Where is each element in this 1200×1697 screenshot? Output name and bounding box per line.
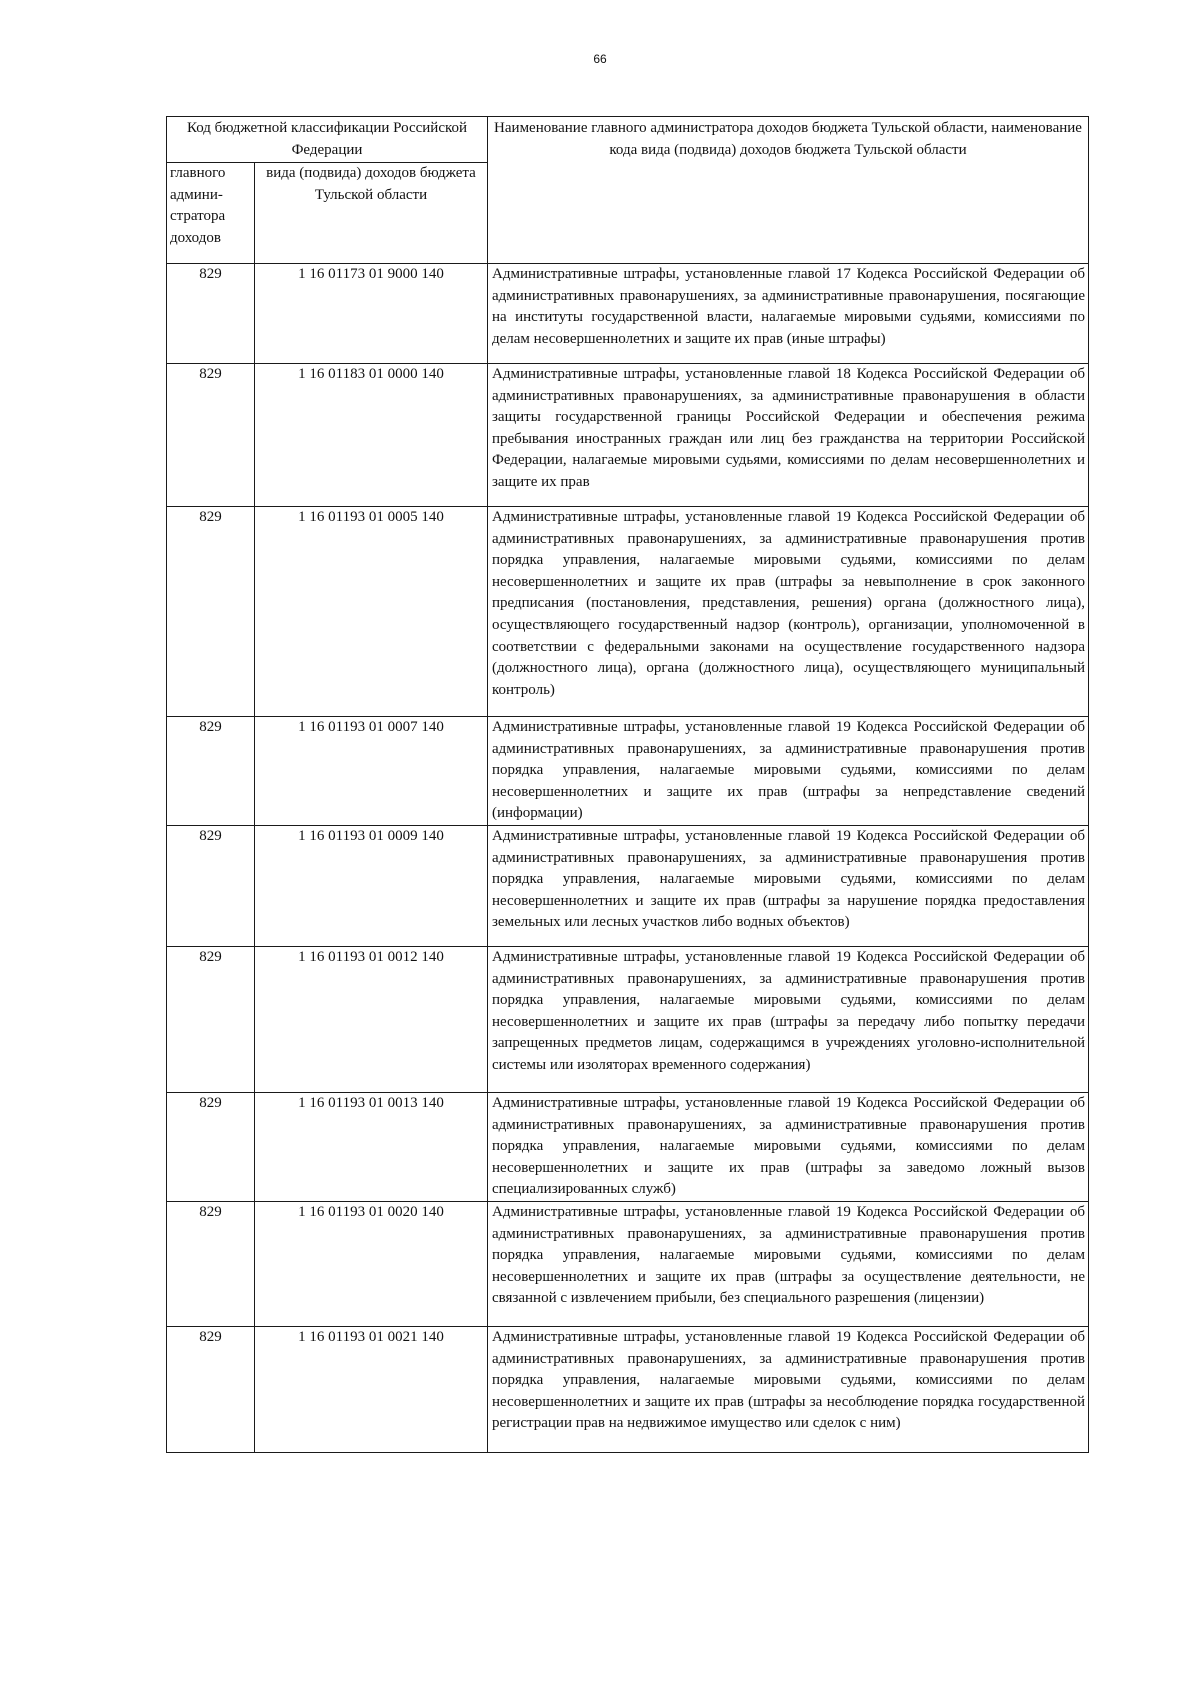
budget-classification-table (166, 116, 1089, 1453)
table-row (167, 364, 1089, 507)
income-code-cell: 1 16 01193 01 0009 140 (255, 825, 488, 946)
income-description-cell: Административные штрафы, установленные главой 19 Кодекса Российской Федерации об административных правонарушениях, за административные правонарушения против порядка управления, налагаемые мировыми судьями, комиссиями по делам несовершеннолетних и защите их прав (штрафы за непредставление сведений (информации) (488, 717, 1089, 826)
admin-code-cell: 829 (167, 1092, 255, 1201)
table-row (167, 717, 1089, 826)
admin-code-cell: 829 (167, 507, 255, 717)
table-row (167, 1092, 1089, 1201)
income-description-cell: Административные штрафы, установленные главой 19 Кодекса Российской Федерации об административных правонарушениях, за административные правонарушения против порядка управления, налагаемые мировыми судьями, комиссиями по делам несовершеннолетних и защите их прав (штрафы за несоблюдение порядка государственной регистрации прав на недвижимое имущество или сделок с ним) (488, 1326, 1089, 1452)
admin-code-cell: 829 (167, 264, 255, 364)
income-description-cell: Административные штрафы, установленные главой 19 Кодекса Российской Федерации об административных правонарушениях, за административные правонарушения против порядка управления, налагаемые мировыми судьями, комиссиями по делам несовершеннолетних и защите их прав (штрафы за нарушение порядка предоставления земельных или лесных участков либо водных объектов) (488, 825, 1089, 946)
page-number: 66 (593, 52, 607, 66)
table-row (167, 1201, 1089, 1326)
header-kbk-title: Код бюджетной классификации Российской Федерации (167, 117, 488, 163)
admin-code-cell: 829 (167, 1326, 255, 1452)
admin-code-cell: 829 (167, 717, 255, 826)
table-row (167, 946, 1089, 1092)
admin-code-cell: 829 (167, 946, 255, 1092)
table-body (167, 264, 1089, 1453)
income-description-cell: Административные штрафы, установленные главой 19 Кодекса Российской Федерации об административных правонарушениях, за административные правонарушения против порядка управления, налагаемые мировыми судьями, комиссиями по делам несовершеннолетних и защите их прав (штрафы за осуществление деятельности, не связанной с извлечением прибыли, без специального разрешения (лицензии) (488, 1201, 1089, 1326)
income-code-cell: 1 16 01193 01 0020 140 (255, 1201, 488, 1326)
table-row (167, 1326, 1089, 1452)
table-row (167, 825, 1089, 946)
income-description-cell: Административные штрафы, установленные главой 19 Кодекса Российской Федерации об административных правонарушениях, за административные правонарушения против порядка управления, налагаемые мировыми судьями, комиссиями по делам несовершеннолетних и защите их прав (штрафы за заведомо ложный вызов специализированных служб) (488, 1092, 1089, 1201)
income-description-cell: Административные штрафы, установленные главой 17 Кодекса Российской Федерации об административных правонарушениях, за административные правонарушения, посягающие на институты государственной власти, налагаемые мировыми судьями, комиссиями по делам несовершеннолетних и защите их прав (иные штрафы) (488, 264, 1089, 364)
header-code-column: вида (подвида) доходов бюджета Тульской области (255, 163, 488, 264)
admin-code-cell: 829 (167, 1201, 255, 1326)
table-row (167, 264, 1089, 364)
header-name-title: Наименование главного администратора доходов бюджета Тульской области, наименование кода вида (подвида) доходов бюджета Тульской области (488, 117, 1089, 264)
income-code-cell: 1 16 01193 01 0013 140 (255, 1092, 488, 1201)
income-code-cell: 1 16 01193 01 0021 140 (255, 1326, 488, 1452)
income-code-cell: 1 16 01173 01 9000 140 (255, 264, 488, 364)
admin-code-cell: 829 (167, 825, 255, 946)
income-description-cell: Административные штрафы, установленные главой 19 Кодекса Российской Федерации об административных правонарушениях, за административные правонарушения против порядка управления, налагаемые мировыми судьями, комиссиями по делам несовершеннолетних и защите их прав (штрафы за передачу либо попытку передачи запрещенных предметов лицам, содержащимся в учреждениях уголовно-исполнительной системы или изоляторах временного содержания) (488, 946, 1089, 1092)
income-code-cell: 1 16 01193 01 0007 140 (255, 717, 488, 826)
header-admin-column: главного админи-стратора доходов (167, 163, 255, 264)
income-description-cell: Административные штрафы, установленные главой 19 Кодекса Российской Федерации об административных правонарушениях, за административные правонарушения против порядка управления, налагаемые мировыми судьями, комиссиями по делам несовершеннолетних и защите их прав (штрафы за невыполнение в срок законного предписания (постановления, представления, решения) органа (должностного лица), осуществляющего государственный надзор (контроль), организации, уполномоченной в соответствии с федеральными законами на осуществление государственного надзора (должностного лица), органа (должностного лица), осуществляющего муниципальный контроль) (488, 507, 1089, 717)
admin-code-cell: 829 (167, 364, 255, 507)
income-code-cell: 1 16 01193 01 0012 140 (255, 946, 488, 1092)
income-code-cell: 1 16 01193 01 0005 140 (255, 507, 488, 717)
income-description-cell: Административные штрафы, установленные главой 18 Кодекса Российской Федерации об административных правонарушениях, за административные правонарушения в области защиты государственной границы Российской Федерации и обеспечения режима пребывания иностранных граждан или лиц без гражданства на территории Российской Федерации, налагаемые мировыми судьями, комиссиями по делам несовершеннолетних и защите их прав (488, 364, 1089, 507)
table-row (167, 507, 1089, 717)
income-code-cell: 1 16 01183 01 0000 140 (255, 364, 488, 507)
